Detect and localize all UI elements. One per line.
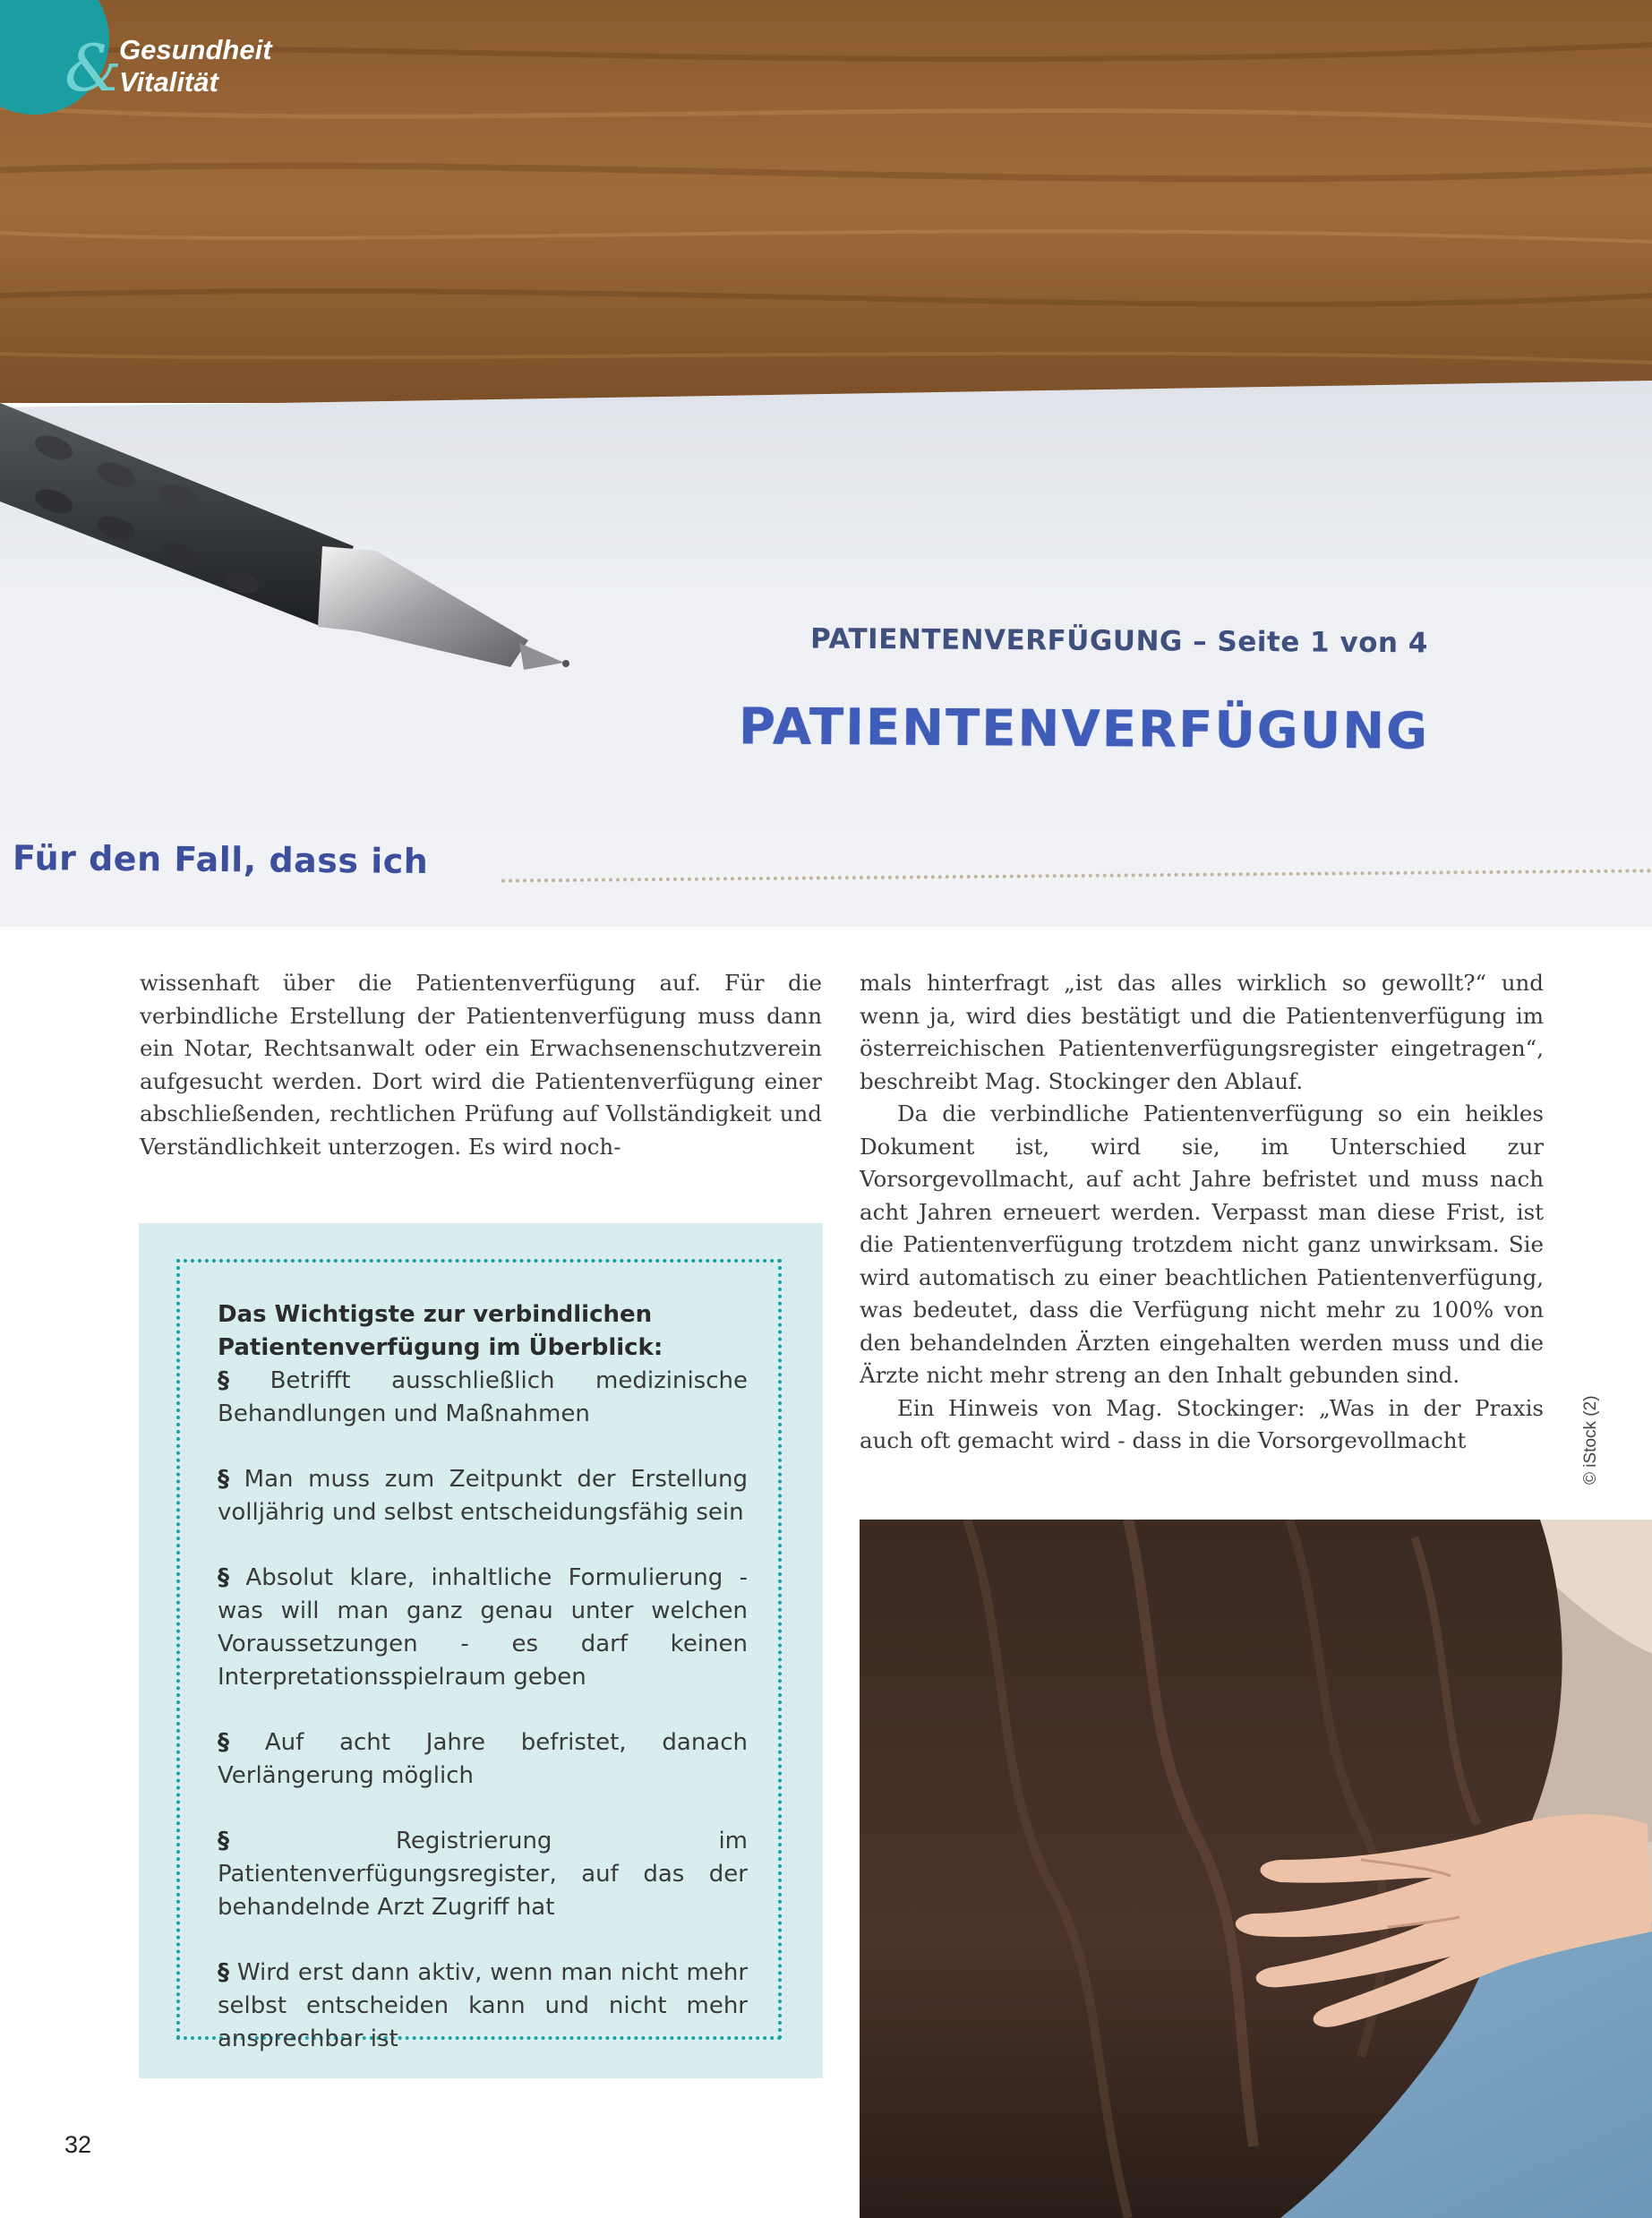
page-number: 32 xyxy=(64,2131,92,2158)
form-title: PATIENTENVERFÜGUNG xyxy=(738,698,1430,761)
info-box-item-text: Absolut klare, inhaltliche Formulierung - was will man ganz genau unter welchen Voraussetzungen - es darf keinen Interpretationsspielraum geben xyxy=(218,1564,748,1691)
info-box-item-text: Man muss zum Zeitpunkt der Erstellung volljährig und selbst entscheidungsfähig sein xyxy=(218,1466,749,1526)
category-label xyxy=(119,34,272,98)
hero-photo xyxy=(0,0,1652,927)
info-box-item xyxy=(218,1562,748,1694)
paragraph-sign-icon: § xyxy=(218,1466,229,1493)
info-box-item xyxy=(218,1726,748,1793)
ampersand-icon: & xyxy=(64,30,123,106)
form-subtitle: PATIENTENVERFÜGUNG – Seite 1 von 4 xyxy=(809,622,1429,660)
photo-credit: © iStock (2) xyxy=(1581,1395,1600,1485)
paragraph-sign-icon: § xyxy=(218,1367,229,1394)
woman-hair-photo xyxy=(860,1520,1652,2218)
info-box-content xyxy=(218,1298,748,2088)
category-line-1: Gesundheit xyxy=(119,34,272,65)
article-paragraph: Da die verbindliche Patientenverfügung so ein heikles Dokument ist, wird sie, im Unterschied zur Vorsorgevollmacht, auf acht Jahre befristet und muss nach acht Jahren erneuert werden. Verpasst man diese Frist, ist die Patientenverfügung trotzdem nicht ganz unwirksam. Sie wird automatisch zu einer beachtlichen Patientenverfügung, was bedeutet, dass die Verfügung nicht mehr zu 100% von den behandelnden Ärzten eingehalten werden muss und die Ärzte nicht mehr streng an den Inhalt gebunden sind. xyxy=(860,1100,1544,1388)
paragraph-sign-icon: § xyxy=(218,1564,229,1591)
category-line-2: Vitalität xyxy=(119,66,218,98)
article-paragraph: wissenhaft über die Patientenverfügung auf. Für die verbindliche Erstellung der Patientenverfügung muss dann ein Notar, Rechtsanwalt oder ein Erwachsenenschutzverein aufgesucht werden. Dort wird die Patientenverfügung einer abschließenden, rechtlichen Prüfung auf Vollständigkeit und Verständlichkeit unterzogen. Es wird noch- xyxy=(140,970,822,1160)
article-paragraph: mals hinterfragt „ist das alles wirklich so gewollt?“ und wenn ja, wird dies bestätigt und die Patientenverfügung im österreichischen Patientenverfügungsregister eingetragen“, beschreibt Mag. Stockinger den Ablauf. xyxy=(860,970,1544,1094)
info-box-item-text: Betrifft ausschließlich medizinische Behandlungen und Maßnahmen xyxy=(218,1367,748,1427)
paragraph-sign-icon: § xyxy=(218,1729,229,1756)
paragraph-sign-icon: § xyxy=(218,1828,229,1854)
info-box-item-text: Wird erst dann aktiv, wenn man nicht mehr selbst entscheiden kann und nicht mehr ansprechbar ist xyxy=(218,1959,749,2052)
info-box-item xyxy=(218,1463,748,1529)
hero-photo-illustration xyxy=(0,0,1652,927)
paragraph-sign-icon: § xyxy=(218,1959,229,1986)
woman-hair-photo-illustration xyxy=(860,1520,1652,2218)
info-box-border xyxy=(176,1259,782,2052)
info-box-item-text: Auf acht Jahre befristet, danach Verlängerung möglich xyxy=(218,1729,749,1789)
article-right-column xyxy=(860,967,1544,1458)
article-paragraph: Ein Hinweis von Mag. Stockinger: „Was in der Praxis auch oft gemacht wird - dass in die Vorsorgevollmacht xyxy=(860,1394,1544,1453)
info-box-item xyxy=(218,1825,748,1924)
info-box xyxy=(139,1223,823,2078)
info-box-item-text: Registrierung im Patientenverfügungsregister, auf das der behandelnde Arzt Zugriff hat xyxy=(218,1828,748,1921)
info-box-item xyxy=(218,1957,748,2056)
article-left-column xyxy=(140,967,822,1163)
info-box-item xyxy=(218,1365,748,1431)
form-line-text: Für den Fall, dass ich xyxy=(12,837,429,882)
info-box-title: Das Wichtigste zur verbindlichen Patientenverfügung im Überblick: xyxy=(218,1301,663,1361)
